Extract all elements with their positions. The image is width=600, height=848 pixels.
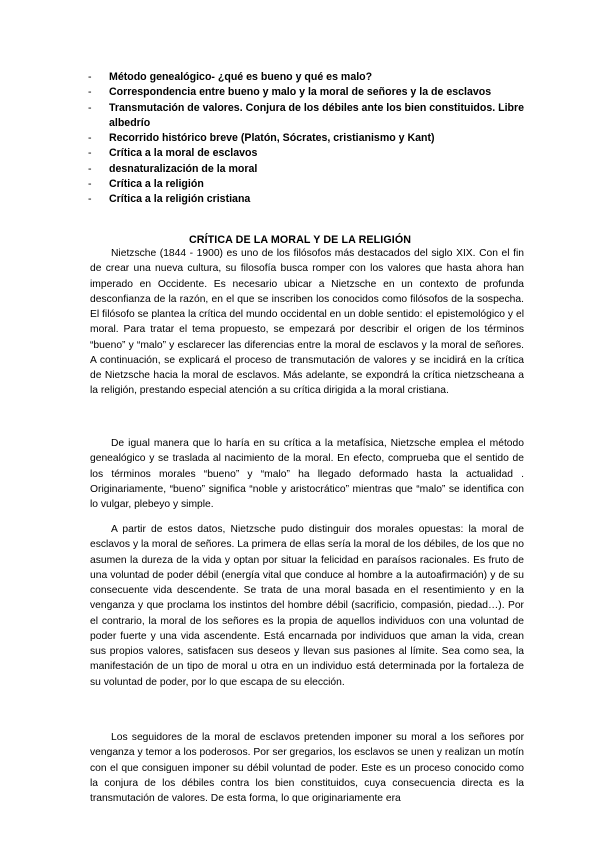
body-paragraph <box>90 730 524 806</box>
paragraph-text: A partir de estos datos, Nietzsche pudo distinguir dos morales opuestas: la moral de esclavos y la moral de señores. La primera de ellas sería la moral de los débiles, de los que no asumen la dureza de la vida y optan por situar la felicidad en paraísos racionales. Es fruto de una voluntad de poder débil (energía vital que conduce al hombre a la autoafirmación) y de su consecuente vida descendente. Se trata de una moral basada en el resentimiento y en la venganza y que proclama los instintos del hombre débil (sacrificio, compasión, piedad…). Por el contrario, la moral de los señores es la propia de aquellos individuos con una voluntad de poder fuerte y una vida ascendente. Está encarnada por individuos que aman la vida, crean sus propios valores, satisfacen sus deseos y llevan sus pasiones al límite. Sea como sea, la manifestación de un tipo de moral u otra en un individuo está determinada por la fortaleza de su voluntad de poder, por lo que escapa de su elección. <box>90 524 524 688</box>
topic-item <box>86 70 536 85</box>
topic-text: Crítica a la religión <box>109 178 204 191</box>
topic-text: Correspondencia entre bueno y malo y la moral de señores y la de esclavos <box>109 86 492 99</box>
topic-text: Recorrido histórico breve (Platón, Sócrates, cristianismo y Kant) <box>109 132 435 145</box>
section-title: CRÍTICA DE LA MORAL Y DE LA RELIGIÓN <box>188 234 412 246</box>
list-marker: - <box>88 132 92 145</box>
list-marker: - <box>88 147 92 160</box>
paragraph-text: De igual manera que lo haría en su crítica a la metafísica, Nietzsche emplea el método genealógico y se traslada al nacimiento de la moral. En efecto, comprueba que el sentido de los términos morales “bueno” y “malo” ha llegado deformado hasta la actualidad . Originariamente, “bueno” significa “noble y aristocrático” mientras que “malo” se identifica con lo vulgar, plebeyo y simple. <box>90 438 524 510</box>
topic-text: Crítica a la moral de esclavos <box>109 147 258 160</box>
topic-list <box>86 70 536 208</box>
body-paragraph <box>90 522 524 690</box>
body-paragraph <box>90 246 524 399</box>
list-marker: - <box>88 178 92 191</box>
paragraph-text: Nietzsche (1844 - 1900) es uno de los filósofos más destacados del siglo XIX. Con el fin de crear una nueva cultura, su filosofía busca romper con los valores que hasta ahora han imperado en Occidente. Es necesario ubicar a Nietzsche en un contexto de profunda desconfianza de la razón, en el que se inscriben los conocidos como filósofos de la sospecha. El filósofo se plantea la crítica del mundo occidental en un doble sentido: el epistemológico y el moral. Para tratar el tema propuesto, se empezará por describir el origen de los términos “bueno” y “malo” y esclarecer las diferencias entre la moral de esclavos y la moral de señores. A continuación, se explicará el proceso de transmutación de valores y se incidirá en la crítica de Nietzsche hacia la moral de esclavos. Más adelante, se expondrá la crítica nietzscheana a la religión, prestando especial atención a su crítica dirigida a la moral cristiana. <box>90 248 524 397</box>
list-marker: - <box>88 193 92 206</box>
list-marker: - <box>88 71 92 83</box>
topic-item <box>86 192 536 207</box>
topic-text: desnaturalización de la moral <box>109 162 258 175</box>
body-paragraph <box>90 436 524 512</box>
topic-item <box>86 146 536 161</box>
topic-text: Transmutación de valores. Conjura de los débiles ante los bien constituidos. Libre albedrío <box>109 101 525 129</box>
list-marker: - <box>88 162 92 175</box>
topic-item <box>86 162 536 177</box>
topic-item <box>86 85 536 100</box>
topic-text: Método genealógico- ¿qué es bueno y qué es malo? <box>109 71 373 83</box>
list-marker: - <box>88 101 92 114</box>
topic-text: Crítica a la religión cristiana <box>109 193 251 206</box>
list-marker: - <box>88 86 92 99</box>
topic-item <box>86 101 536 132</box>
topic-item <box>86 131 536 146</box>
paragraph-text: Los seguidores de la moral de esclavos pretenden imponer su moral a los señores por venganza y temor a los poderosos. Por ser gregarios, los esclavos se unen y realizan un motín con el que consiguen imponer su débil voluntad de poder. Este es un proceso conocido como la conjura de los débiles contra los bien constituidos, cuya consecuencia directa es la transmutación de valores. De esta forma, lo que originariamente era <box>90 732 524 804</box>
topic-item <box>86 177 536 192</box>
